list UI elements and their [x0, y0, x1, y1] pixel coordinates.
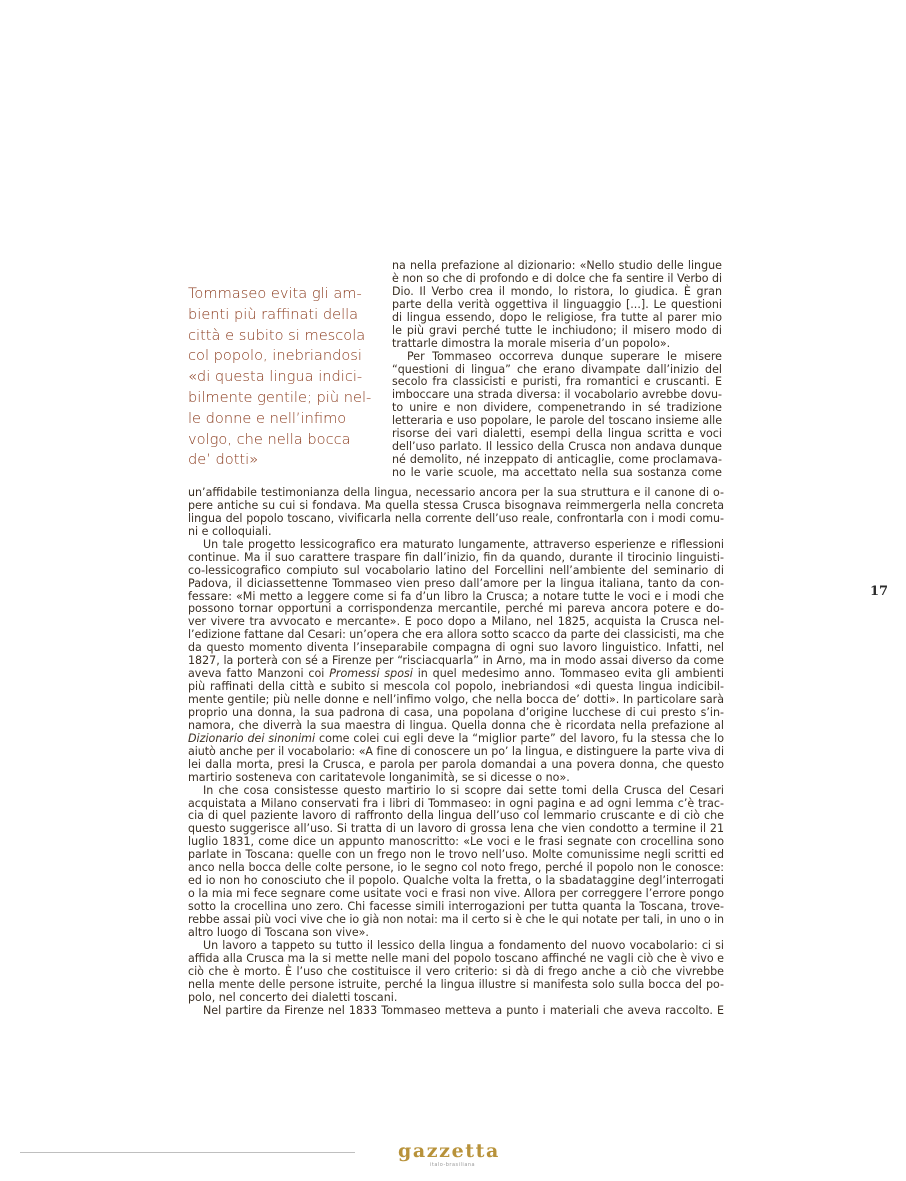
text-line: co-lessicografico compiuto sul vocabolario latino del Forcellini nell’ambiente del seminario di	[188, 563, 724, 577]
page-number: 17	[870, 584, 889, 599]
text-fragment: in quel medesimo anno. Tommaseo evita gli ambienti	[412, 667, 724, 681]
text-line: parlate in Toscana: quelle con un frego non le trovo nell’uso. Molte comunissime negli scritti ed	[188, 848, 724, 862]
pull-quote-line: città e subito si mescola	[188, 326, 366, 344]
text-line: letteraria e uso popolare, le parole del toscano insieme alle	[392, 414, 722, 428]
pull-quote-line: bienti più raffinati della	[188, 305, 359, 323]
text-line: In che cosa consistesse questo martirio lo si scopre dai sette tomi della Crusca del Cesari	[203, 783, 724, 797]
pull-quote-line: de’ dotti»	[188, 451, 259, 469]
text-line: più raffinati della città e subito si mescola col popolo, inebriandosi «di questa lingua indicibil-	[188, 680, 724, 694]
pull-quote	[188, 284, 378, 471]
text-line	[188, 733, 724, 746]
text-line: affida alla Crusca ma la si mette nelle mani del popolo toscano affinché ne vagli ciò che è vivo e	[188, 951, 724, 965]
text-line: na nella prefazione al dizionario: «Nello studio delle lingue	[392, 259, 722, 272]
pull-quote-line: «di questa lingua indici-	[188, 368, 363, 386]
text-line: nella mente delle persone istruite, perché la lingua illustre si manifesta solo sulla bocca del po-	[188, 977, 724, 991]
text-line: to unire e non dividere, compenetrando in sé tradizione	[392, 401, 722, 415]
text-line: né demolito, né inzeppato di anticaglie, come proclamava-	[392, 453, 722, 467]
text-line: Un tale progetto lessicografico era maturato lungamente, attraverso esperienze e riflessioni	[203, 537, 724, 551]
text-line: lingua del popolo toscano, vivificarla nella corrente dell’uso reale, confrontarla con i modi comu-	[188, 511, 724, 525]
text-line: polo, nel concerto dei dialetti toscani.	[188, 990, 398, 1004]
text-line: cia di quel paziente lavoro di raffronto della lingua dell’uso col lemmario cruscante e di ciò che	[188, 809, 724, 823]
text-line: lei dalla morta, presi la Crusca, e parola per parola domandai a una povera donna, che questo	[188, 757, 724, 771]
text-fragment: come colei cui egli deve la “miglior parte” del lavoro, fu la stessa che lo	[315, 731, 724, 745]
text-line: namora, che diverrà la sua maestra di lingua. Quella donna che è ricordata nella prefazione al	[188, 718, 724, 732]
text-line: rebbe assai più voci vive che io già non notai: ma il certo si è che le qui notate per tali, in uno o in	[188, 912, 724, 926]
text-line: continue. Ma il suo carattere traspare fin dall’inizio, fin da quando, durante il tirocinio linguisti-	[188, 550, 724, 564]
book-title-promessi-sposi: Promessi sposi	[329, 667, 413, 681]
text-line: ed io non ho conosciuto che il popolo. Qualche volta la fretta, o la sbadataggine degl’interrogati	[188, 874, 724, 888]
text-line: fessare: «Mi metto a leggere come si fa d’un libro la Crusca; a notare tutte le voci e i modi che	[188, 589, 724, 603]
text-line: risorse dei vari dialetti, esempi della lingua scritta e voci	[392, 427, 722, 441]
text-line: imboccare una strada diversa: il vocabolario avrebbe dovu-	[392, 388, 722, 402]
text-line: un’affidabile testimonianza della lingua, necessario ancora per la sua struttura e il canone di o-	[188, 486, 724, 499]
text-line: Padova, il diciassettenne Tommaseo vien preso dall’amore per la lingua italiana, tanto da con-	[188, 576, 724, 590]
pull-quote-line: col popolo, inebriandosi	[188, 347, 362, 365]
text-line: “questioni di lingua” che erano divampate dall’inizio del	[392, 362, 722, 376]
text-line: le più gravi perché tutte le inchiudono; il misero modo di	[392, 323, 722, 337]
text-line: sotto la crocellina uno zero. Chi facesse simili interrogazioni per tutta quanta la Toscana, trove-	[188, 900, 724, 913]
text-line: 1827, la porterà con sé a Firenze per “risciacquarla” in Arno, ma in modo assai diverso da come	[188, 654, 724, 668]
text-line: altro luogo di Toscana son vive».	[188, 925, 369, 939]
pull-quote-line: bilmente gentile; più nel-	[188, 388, 372, 406]
text-line: Per Tommaseo occorreva dunque superare le misere	[407, 349, 722, 363]
text-line: da questo momento diventa l’inseparabile compagna di ogni suo lavoro linguistico. Infatti, nel	[188, 641, 724, 655]
text-line: parte della verità oggettiva il linguaggio [...]. Le questioni	[392, 297, 722, 311]
text-line: trattarle dimostra la morale miseria d’un popolo».	[392, 336, 671, 350]
text-line: ni e colloquiali.	[188, 524, 272, 538]
text-line: è non so che di profondo e di dolce che fa sentire il Verbo di	[392, 271, 722, 285]
text-line: proprio una donna, la sua padrona di casa, una popolana d’origine lucchese di cui presto s’in-	[188, 705, 724, 719]
logo-wordmark: gazzetta	[398, 1140, 500, 1162]
text-line: Un lavoro a tappeto su tutto il lessico della lingua a fondamento del nuovo vocabolario: ci si	[203, 938, 724, 952]
text-line: anco nella bocca delle colte persone, io le segno col noto frego, perché il popolo non le conosce:	[188, 861, 724, 875]
footer-divider	[20, 1152, 355, 1153]
text-line: l’edizione fattane dal Cesari: un’opera che era allora sotto scacco da parte dei classicisti, ma che	[188, 628, 724, 642]
text-line: questo suggerisce all’uso. Si tratta di un lavoro di grossa lena che vien condotto a termine il 21	[188, 822, 724, 836]
text-line: Dio. Il Verbo crea il mondo, lo ristora, lo giudica. È gran	[392, 284, 722, 298]
text-line: martirio sosteneva con caritatevole longanimità, se si dicesse o no».	[188, 770, 570, 784]
pull-quote-line: le donne e nell’infimo	[188, 409, 347, 427]
logo-subtitle: italo-brasiliana	[430, 1162, 476, 1168]
text-line: di lingua essendo, dopo le religiose, fra tutte al parer mio	[392, 310, 722, 324]
text-line: mente gentile; più nelle donne e nell’infimo volgo, che nella bocca de’ dotti». In particolare sarà	[188, 693, 724, 706]
text-line: ciò che è morto. È l’uso che costituisce il vero criterio: si dà di frego anche a ciò che vivrebbe	[188, 964, 724, 978]
text-line: secolo fra classicisti e puristi, fra romantici e cruscanti. E	[392, 375, 722, 389]
text-line: acquistata a Milano conservati fra i libri di Tommaseo: in ogni pagina e ad ogni lemma c’è trac-	[188, 796, 724, 810]
gazzetta-logo	[398, 1142, 510, 1172]
article-right-column	[392, 260, 722, 480]
text-line: no le varie scuole, ma accettato nella sua sostanza come	[392, 466, 722, 479]
text-fragment: aveva fatto Manzoni coi	[188, 667, 330, 681]
pull-quote-line: volgo, che nella bocca	[188, 430, 351, 448]
text-line: ver vivere tra avvocato e mercante». E poco dopo a Milano, nel 1825, acquista la Crusca nel-	[188, 615, 724, 629]
text-line: o la mia mi fece segnare come usitate voci e frasi non vive. Allora per correggere l’errore pongo	[188, 887, 724, 901]
text-line: luglio 1831, come dice un appunto manoscritto: «Le voci e le frasi segnate con crocellina sono	[188, 835, 724, 849]
book-title-dizionario-sinonimi: Dizionario dei sinonimi	[188, 731, 316, 745]
text-line: possono tornar opportuni a corrispondenza mercantile, perché mi pareva ancora potere e do-	[188, 602, 724, 616]
pull-quote-line: Tommaseo evita gli am-	[188, 285, 362, 302]
text-line: pere antiche su cui si fondava. Ma quella stessa Crusca bisognava reimmergerla nella concreta	[188, 498, 724, 512]
article-full-column	[188, 487, 724, 1017]
text-line: aiutò anche per il vocabolario: «A fine di conoscere un po’ la lingua, e distinguere la parte viva di	[188, 744, 724, 758]
text-line: dell’uso parlato. Il lessico della Crusca non andava dunque	[392, 440, 722, 454]
text-line: Nel partire da Firenze nel 1833 Tommaseo metteva a punto i materiali che aveva raccolto. E	[203, 1003, 724, 1017]
